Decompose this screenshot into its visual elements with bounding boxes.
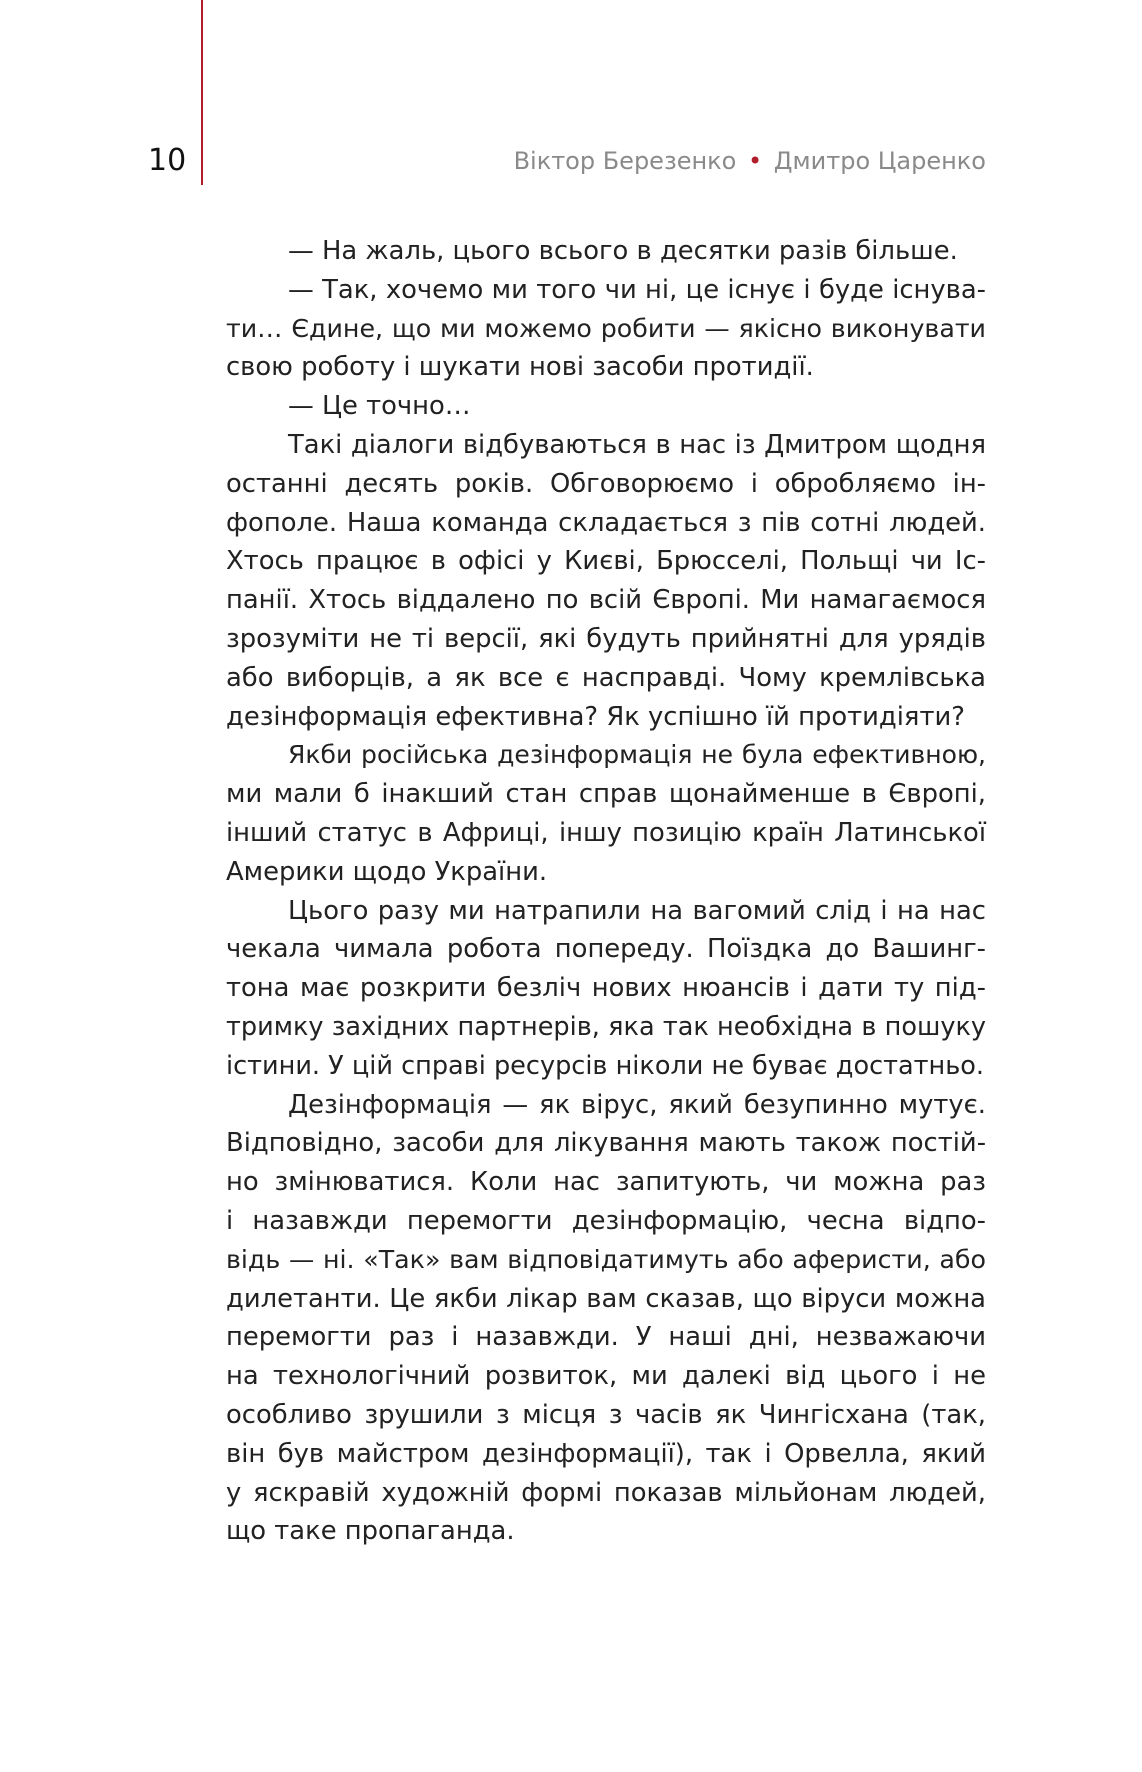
text-line: фополе. Наша команда складається з пів сотні людей. [226,507,986,538]
text-line: ми мали б інакший стан справ щонайменше в Європі, [226,779,986,810]
text-line: дилетанти. Це якби лікар вам сказав, що віруси можна [226,1283,986,1314]
text-line: — Так, хочемо ми того чи ні, це існує і буде існува- [288,274,986,305]
text-line: Такі діалоги відбуваються в нас із Дмитром щодня [288,429,986,460]
margin-rule [201,0,203,185]
text-line: чекала чимала робота попереду. Поїздка до Вашинг- [226,934,986,965]
text-line: відь — ні. «Так» вам відповідатимуть або аферисти, або [226,1244,986,1274]
text-line: Хтось працює в офісі у Києві, Брюсселі, Польщі чи Іс- [226,546,986,577]
text-line: Відповідно, засоби для лікування мають також постій- [226,1128,986,1159]
author-name-2: Дмитро Царенко [773,147,986,175]
text-line: Цього разу ми натрапили на вагомий слід і на нас [288,895,986,926]
text-line: на технологічний розвиток, ми далекі від цього і не [226,1361,986,1392]
author-separator: • [748,147,763,175]
text-line: но змінюватися. Коли нас запитують, чи можна раз [226,1167,986,1198]
text-line: Америки щодо України. [226,856,548,887]
text-line: у яскравій художній формі показав мільйонам людей, [226,1477,986,1508]
text-line: що таке пропаганда. [226,1516,515,1547]
text-line: перемогти раз і назавжди. У наші дні, незважаючи [226,1322,986,1353]
page-number: 10 [148,143,187,178]
text-line: свою роботу і шукати нові засоби протидії. [226,352,814,383]
text-line: або виборців, а як все є насправді. Чому кремлівська [226,662,986,693]
text-line: — На жаль, цього всього в десятки разів більше. [288,236,958,266]
text-line: тона має розкрити безліч нових нюансів і дати ту під- [226,973,986,1004]
text-line: дезінформація ефективна? Як успішно їй протидіяти? [226,701,965,732]
text-line: особливо зрушили з місця з часів як Чингісхана (так, [226,1399,986,1430]
text-line: Дезінформація — як вірус, який безупинно мутує. [288,1089,986,1120]
text-line: зрозуміти не ті версії, які будуть прийнятні для урядів [226,623,986,654]
text-line: тримку західних партнерів, яка так необхідна в пошуку [226,1011,986,1042]
text-line: і назавжди перемогти дезінформацію, чесна відпо- [226,1205,986,1236]
text-line: Якби російська дезінформація не була ефективною, [288,740,986,770]
text-line: панії. Хтось віддалено по всій Європі. Ми намагаємося [226,585,986,616]
text-line: ти… Єдине, що ми можемо робити — якісно виконувати [226,313,986,343]
text-line: істини. У цій справі ресурсів ніколи не буває достатньо. [226,1050,985,1081]
text-line: останні десять років. Обговорюємо і обробляємо ін- [226,468,986,499]
text-line: — Це точно… [288,391,471,422]
author-name-1: Віктор Березенко [513,147,737,175]
text-line: він був майстром дезінформації), так і Орвелла, який [226,1438,986,1469]
text-line: інший статус в Африці, іншу позицію країн Латинської [226,817,986,848]
body-text [226,232,986,1551]
running-head [514,149,986,173]
